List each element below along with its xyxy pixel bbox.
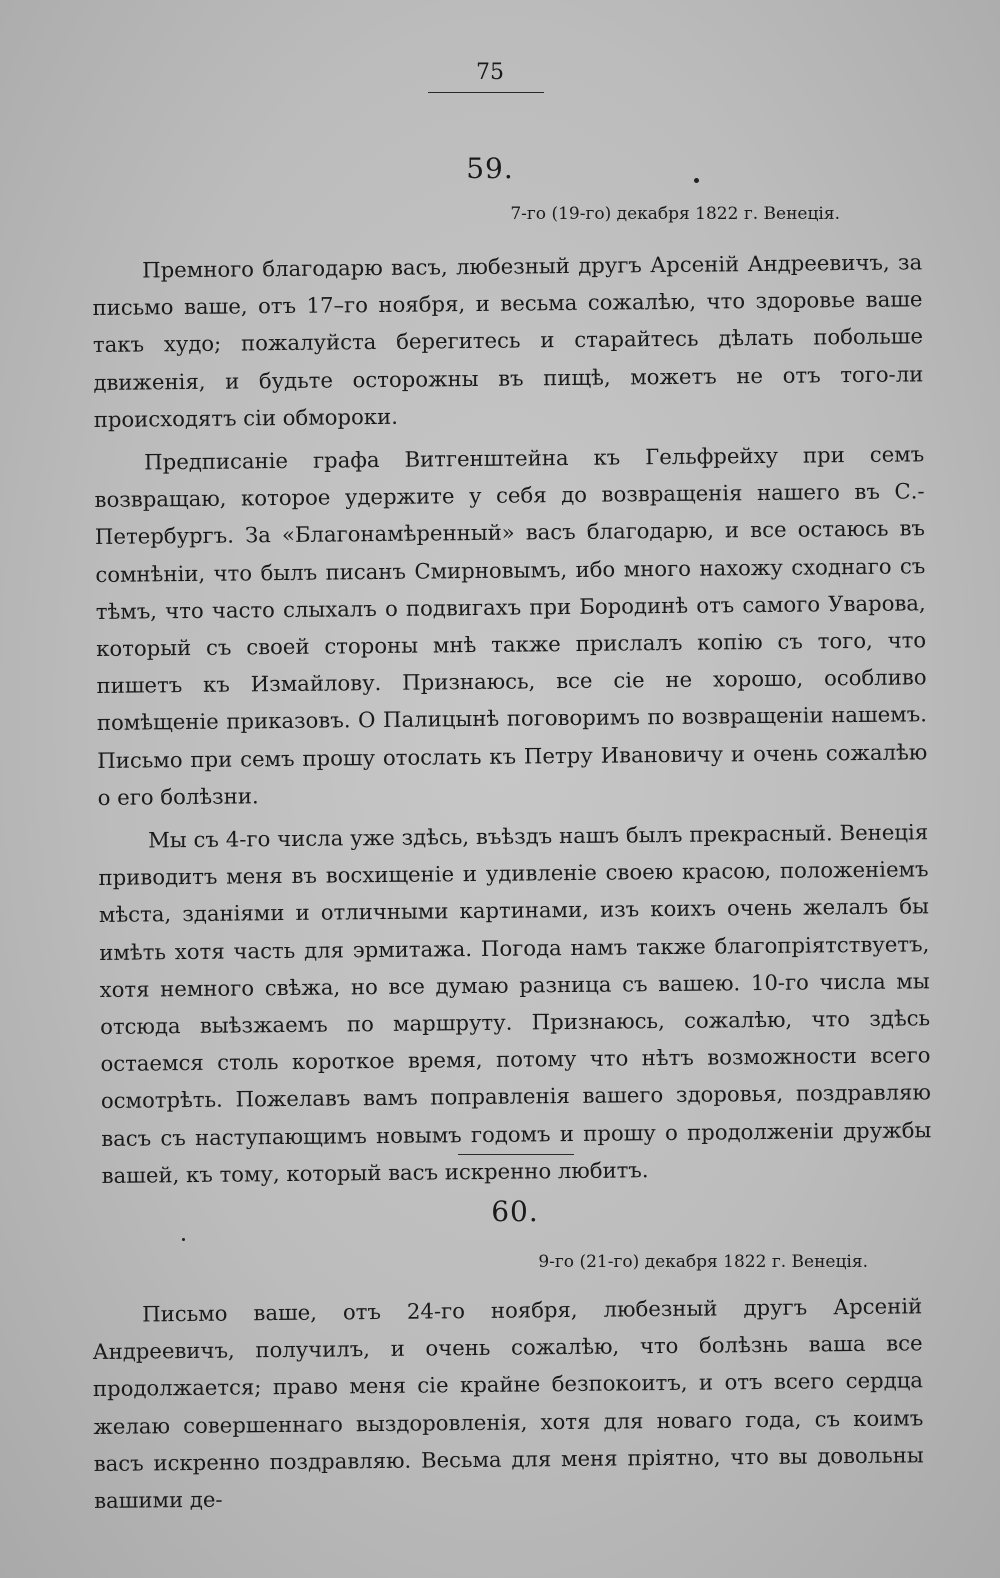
letter-number: 60.: [491, 1195, 539, 1228]
page-number: 75: [476, 60, 504, 85]
letter-body: [92, 243, 932, 1194]
letter-dateline: 7-го (19-го) декабря 1822 г. Венеція.: [510, 204, 840, 224]
paragraph: Премного благодарю васъ, любезный другъ Арсеній Андреевичъ, за письмо ваше, отъ 17–го ноября, и весьма сожалѣю, что здоровье ваше такъ худо; пожалуйста берегитесь и старайтесь дѣлать побольше движенія, и будьте осторожны въ пищѣ, можетъ не отъ того-ли происходятъ сіи обмороки.: [92, 249, 924, 432]
letter-number: 59.: [466, 152, 514, 185]
print-speck: [182, 1238, 185, 1241]
header-rule: [428, 92, 544, 93]
paragraph: Мы съ 4-го числа уже здѣсь, въѣздъ нашъ былъ прекрасный. Венеція приводитъ меня въ восхищеніе и удивленіе своею красою, положеніемъ мѣста, зданіями и отличными картинами, изъ коихъ очень желалъ бы имѣть хотя часть для эрмитажа. Погода намъ также благопріятствуетъ, хотя немного свѣжа, но все думаю разница съ вашею. 10-го числа мы отсюда выѣзжаемъ по маршруту. Признаюсь, сожалѣю, что здѣсь остаемся столь короткое время, потому что нѣтъ возможности всего осмотрѣть. Пожелавъ вамъ поправленія вашего здоровья, поздравляю васъ съ наступающимъ новымъ годомъ и прошу о продолженіи дружбы вашей, къ тому, который васъ искренно любитъ.: [98, 819, 932, 1188]
paragraph: Предписаніе графа Витгенштейна къ Гельфрейху при семъ возвращаю, которое удержите у себя до возвращенія нашего въ С.-Петербургъ. За «Благонамѣренный» васъ благодарю, и все остаюсь въ сомнѣніи, что былъ писанъ Смирновымъ, ибо много нахожу сходнаго съ тѣмъ, что часто слыхалъ о подвигахъ при Бородинѣ отъ самого Уварова, который съ своей стороны мнѣ также прислалъ копію съ того, что пишетъ къ Измайлову. Признаюсь, все сіе не хорошо, особливо помѣщеніе приказовъ. О Палицынѣ поговоримъ по возвращеніи нашемъ. Письмо при семъ прошу отослать къ Петру Ивановичу и очень сожалѣю о его болѣзни.: [94, 441, 928, 810]
letter-body: [92, 1287, 924, 1519]
section-divider: [458, 1154, 574, 1155]
paragraph: Письмо ваше, отъ 24-го ноября, любезный другъ Арсеній Андреевичъ, получилъ, и очень сожалѣю, что болѣзнь ваша все продолжается; право меня сіе крайне безпокоитъ, и отъ всего сердца желаю совершеннаго выздоровленія, хотя для новаго года, съ коимъ васъ искренно поздравляю. Весьма для меня пріятно, что вы довольны вашими де-: [92, 1293, 924, 1514]
print-speck: [694, 178, 699, 183]
letter-dateline: 9-го (21-го) декабря 1822 г. Венеція.: [538, 1252, 868, 1272]
